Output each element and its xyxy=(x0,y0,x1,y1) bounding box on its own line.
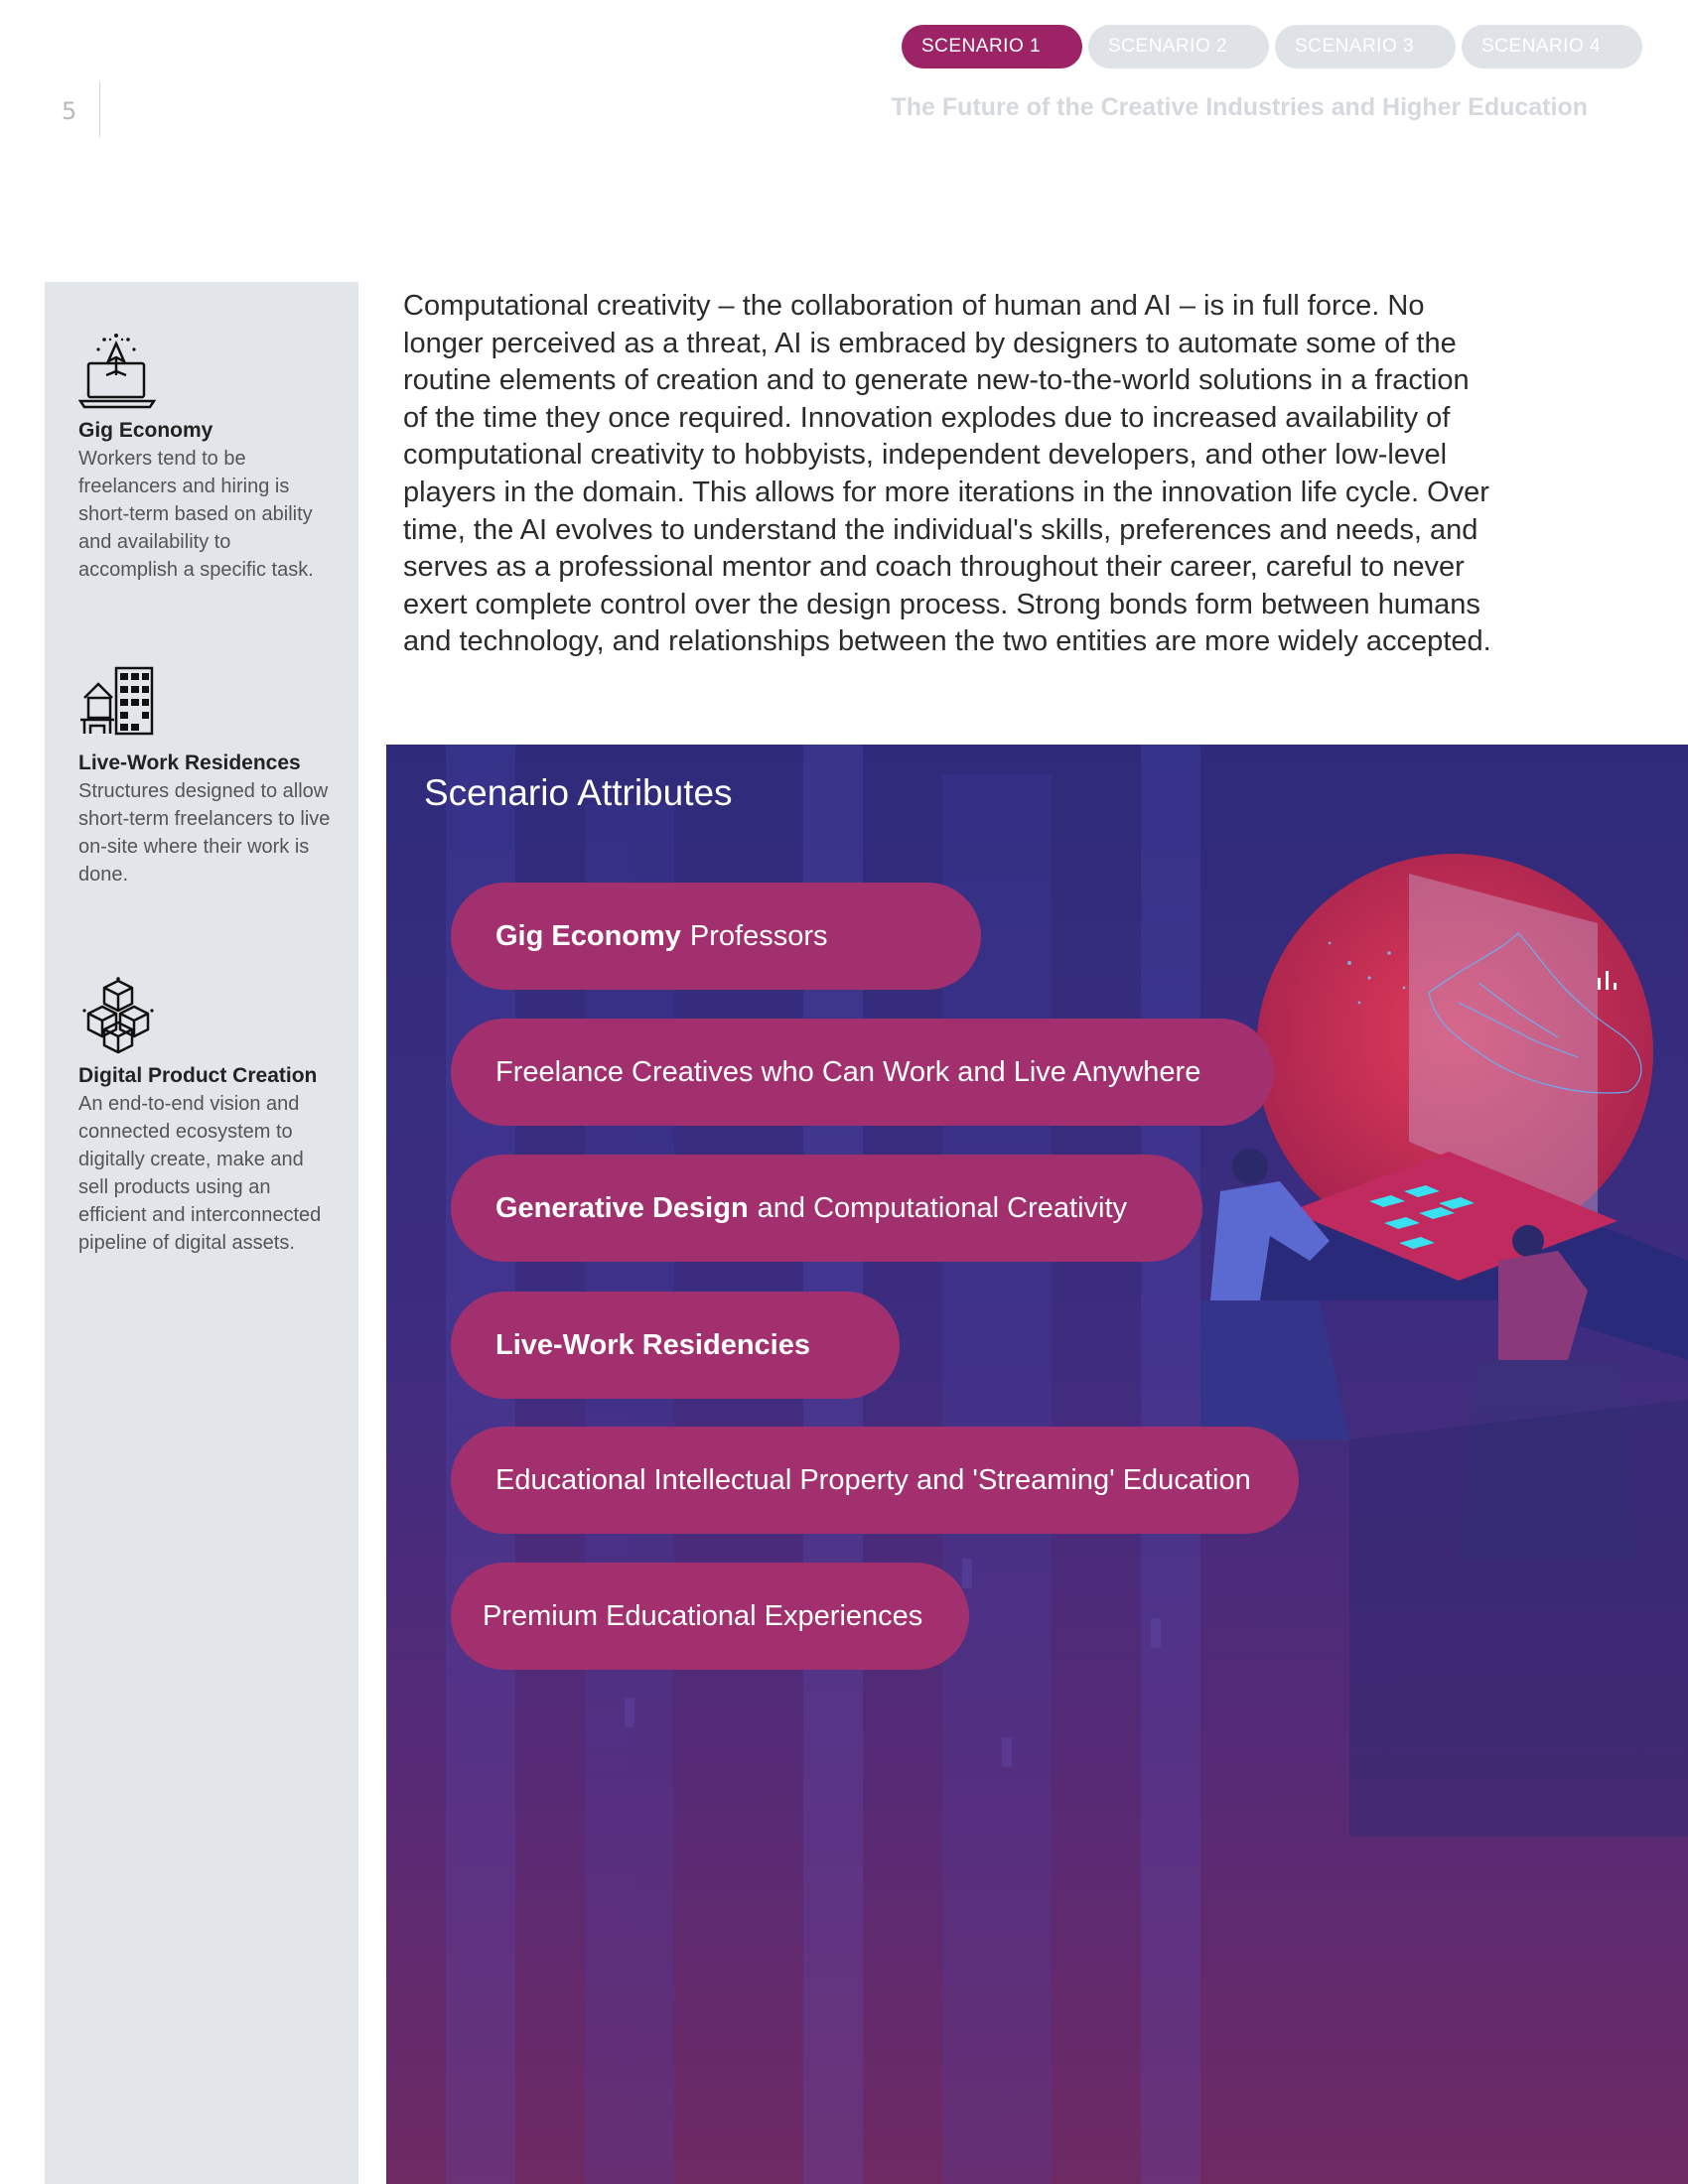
sidebar-item-gig-economy xyxy=(78,332,332,584)
attribute-pill-educational-ip[interactable] xyxy=(451,1427,1299,1534)
scenario-attributes-panel xyxy=(386,745,1688,2184)
sidebar-item-description: Workers tend to be freelancers and hiring is short-term based on ability and availability to accomplish a specific task. xyxy=(78,448,314,581)
tab-scenario-3[interactable]: SCENARIO 3 xyxy=(1275,25,1456,68)
scenario-attributes-title: Scenario Attributes xyxy=(424,772,733,813)
ai-design-illustration xyxy=(1200,844,1688,1837)
sidebar-item-title: Digital Product Creation xyxy=(78,1064,318,1087)
intro-paragraph: Computational creativity – the collaboration of human and AI – is in full force. No longer perceived as a threat, AI is embraced by designers to automate some of the routine elements of creation and to generate new-to-the-world solutions in a fraction of the time they once required. Innovation explodes due to increased availability of computational creativity to hobbyists, independent developers, and other low-level players in the domain. This allows for more iterations in the innovation life cycle. Over time, the AI evolves to understand the individual's skills, preferences and needs, and serves as a professional mentor and coach throughout their career, careful to never exert complete control over the design process. Strong bonds form between humans and technology, and relationships between the two entities are more widely accepted. xyxy=(403,290,1491,658)
stacked-cubes-icon xyxy=(78,977,158,1056)
scenario-tabs xyxy=(902,25,1642,68)
attribute-pill-live-work-residencies[interactable] xyxy=(451,1292,900,1399)
document-title: The Future of the Creative Industries and Higher Education xyxy=(891,93,1588,121)
pill-text: Freelance Creatives who Can Work and Live Anywhere xyxy=(495,1055,1201,1088)
laptop-rocket-icon xyxy=(78,332,158,411)
attribute-pill-gig-economy-professors[interactable] xyxy=(451,883,981,990)
pill-text: and Computational Creativity xyxy=(757,1191,1128,1224)
sidebar-item-title: Live-Work Residences xyxy=(78,751,301,774)
tab-scenario-4[interactable]: SCENARIO 4 xyxy=(1462,25,1642,68)
sidebar-item-title: Gig Economy xyxy=(78,419,213,442)
page-number: 5 xyxy=(62,97,77,125)
tab-scenario-1[interactable]: SCENARIO 1 xyxy=(902,25,1082,68)
page-number-divider xyxy=(99,81,100,137)
attribute-pill-freelance-creatives[interactable] xyxy=(451,1019,1274,1126)
attribute-pill-premium-experiences[interactable] xyxy=(451,1563,969,1670)
pill-text: Educational Intellectual Property and 'Streaming' Education xyxy=(495,1463,1251,1496)
sidebar-item-live-work-residences xyxy=(78,664,332,888)
pill-text: Premium Educational Experiences xyxy=(483,1599,923,1632)
pill-bold-text: Live-Work Residencies xyxy=(495,1328,810,1361)
live-work-building-icon xyxy=(78,664,158,744)
sidebar xyxy=(45,282,358,2184)
pill-text: Professors xyxy=(689,919,828,952)
sidebar-item-description: Structures designed to allow short-term freelancers to live on-site where their work is done. xyxy=(78,780,331,886)
attribute-pill-generative-design[interactable] xyxy=(451,1155,1202,1262)
sidebar-item-description: An end-to-end vision and connected ecosystem to digitally create, make and sell products using an efficient and interconnected pipeline of digital assets. xyxy=(78,1093,322,1254)
tab-scenario-2[interactable]: SCENARIO 2 xyxy=(1088,25,1269,68)
sidebar-item-digital-product-creation xyxy=(78,977,332,1257)
pill-bold-text: Gig Economy xyxy=(495,919,681,952)
pill-bold-text: Generative Design xyxy=(495,1191,749,1224)
